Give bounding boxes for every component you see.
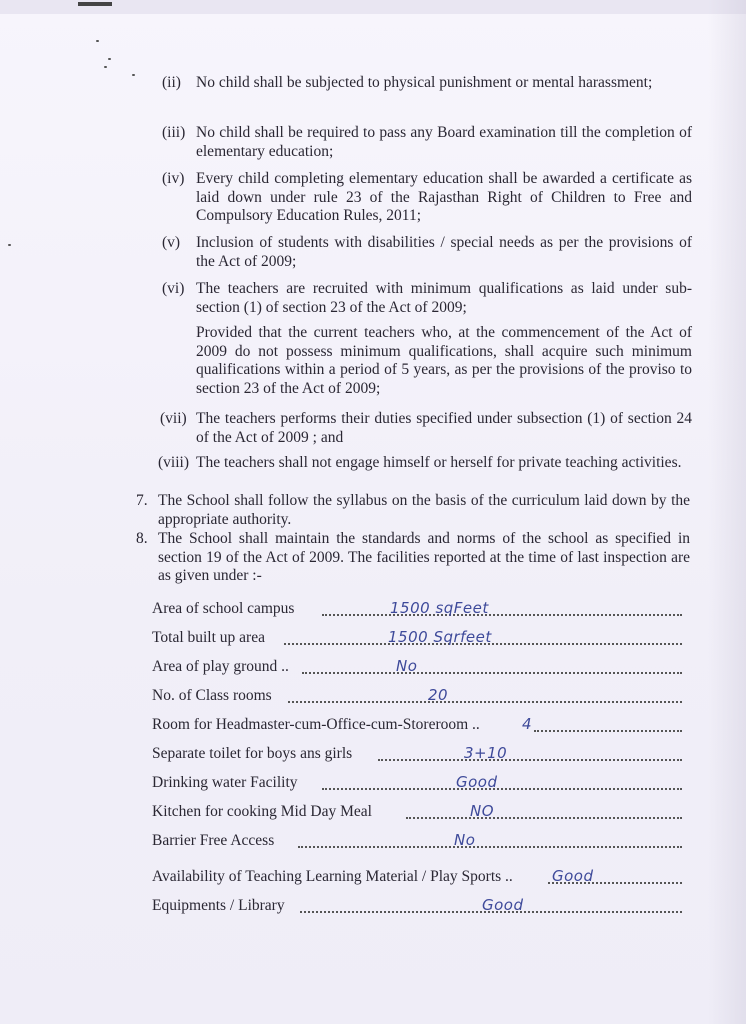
clause-text: No child shall be subjected to physical punishment or mental harassment; <box>196 74 653 91</box>
facility-label: Availability of Teaching Learning Material / Play Sports .. <box>152 868 513 885</box>
clause-text: The School shall follow the syllabus on the basis of the curriculum laid down by the appropriate authority. <box>158 492 690 528</box>
clause-number: 8. <box>136 530 148 547</box>
dotted-leader <box>302 672 682 674</box>
clause-text: The teachers shall not engage himself or herself for private teaching activities. <box>196 454 682 471</box>
clause-number: (iv) <box>162 170 185 187</box>
clause-text: The School shall maintain the standards and norms of the school as specified in section 19 of the Act of 2009. The facilities reported at the time of last inspection are as given under :- <box>158 530 690 584</box>
scan-speck <box>108 58 111 60</box>
facility-value-handwritten: Good <box>482 896 524 914</box>
facility-label: Separate toilet for boys ans girls <box>152 745 353 762</box>
clause-number: 7. <box>136 492 148 509</box>
clause-text: No child shall be required to pass any Board examination till the completion of elementary education; <box>196 124 692 160</box>
clause-number: (ii) <box>162 74 181 91</box>
dotted-leader <box>298 846 682 848</box>
facility-value-handwritten: NO <box>470 802 495 820</box>
facility-value-handwritten: 4 <box>522 715 533 733</box>
scan-speck <box>104 66 107 68</box>
dotted-leader <box>288 701 682 703</box>
facility-value-handwritten: Good <box>456 773 498 791</box>
clause-number: (v) <box>162 234 181 251</box>
clause-number: (iii) <box>162 124 186 141</box>
scan-speck <box>96 40 99 42</box>
scan-speck <box>8 244 11 246</box>
facility-label: Equipments / Library <box>152 897 285 914</box>
facility-row <box>152 830 682 852</box>
facility-row <box>152 656 682 678</box>
facility-label: Barrier Free Access <box>152 832 275 849</box>
dotted-leader <box>322 614 682 616</box>
facility-label: Area of play ground .. <box>152 658 289 675</box>
facility-value-handwritten: No <box>396 657 418 675</box>
clause-text: Provided that the current teachers who, at the commencement of the Act of 2009 do not possess minimum qualifications, shall acquire such minimum qualifications within a period of 5 years, as per the provisions of the proviso to section 23 of the Act of 2009; <box>196 324 692 397</box>
facility-label: Room for Headmaster-cum-Office-cum-Storeroom .. <box>152 716 480 733</box>
dotted-leader <box>534 730 682 732</box>
facility-value-handwritten: Good <box>552 867 594 885</box>
clause-text: The teachers are recruited with minimum qualifications as laid under sub-section (1) of section 23 of the Act of 2009; <box>196 280 692 316</box>
clause-text: Every child completing elementary education shall be awarded a certificate as laid down under rule 23 of the Rajasthan Right of Children to Free and Compulsory Education Rules, 2011; <box>196 170 692 224</box>
facility-row <box>152 866 682 888</box>
facility-value-handwritten: 1500 Sqrfeet <box>388 628 492 646</box>
clause-text: The teachers performs their duties specified under subsection (1) of section 24 of the Act of 2009 ; and <box>196 410 692 446</box>
facility-label: Area of school campus <box>152 600 295 617</box>
facility-label: No. of Class rooms <box>152 687 272 704</box>
facility-value-handwritten: 1500 sqFeet <box>390 599 489 617</box>
facility-row <box>152 801 682 823</box>
clause-text: Inclusion of students with disabilities / special needs as per the provisions of the Act of 2009; <box>196 234 692 270</box>
facility-value-handwritten: 3+10 <box>464 744 508 762</box>
dotted-leader <box>406 817 682 819</box>
clause-number: (viii) <box>158 454 189 471</box>
facility-value-handwritten: No <box>454 831 476 849</box>
facility-row <box>152 598 682 620</box>
dotted-leader <box>322 788 682 790</box>
clause-number: (vi) <box>162 280 185 297</box>
facility-row <box>152 772 682 794</box>
scan-speck <box>132 74 135 76</box>
facility-row <box>152 627 682 649</box>
clause-number: (vii) <box>160 410 187 427</box>
scan-right-edge <box>708 0 746 1024</box>
facility-label: Drinking water Facility <box>152 774 298 791</box>
facility-label: Total built up area <box>152 629 265 646</box>
facility-row <box>152 714 682 736</box>
dotted-leader <box>378 759 682 761</box>
facility-row <box>152 685 682 707</box>
facility-row <box>152 743 682 765</box>
facility-value-handwritten: 20 <box>428 686 449 704</box>
facility-row <box>152 895 682 917</box>
facility-label: Kitchen for cooking Mid Day Meal <box>152 803 372 820</box>
scan-mark <box>78 2 112 6</box>
scan-top-edge <box>0 0 746 14</box>
